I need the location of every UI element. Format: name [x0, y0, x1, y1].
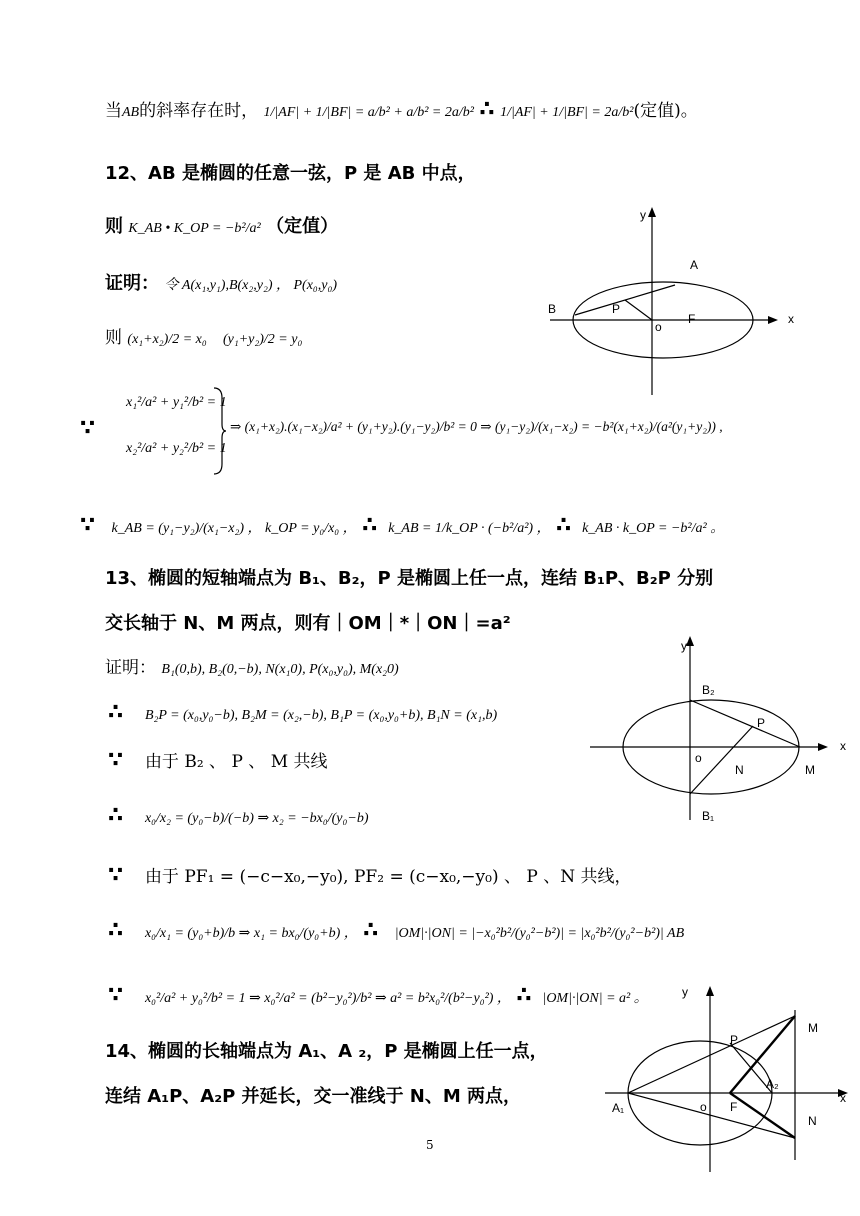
section-13-collinear-1: ∵ 由于 B₂ 、 P 、 M 共线 — [108, 748, 328, 773]
section-13-title-1: 13、椭圆的短轴端点为 B₁、B₂，P 是椭圆上任一点，连结 B₁P、B₂P 分别 — [105, 568, 714, 589]
system-eq-2: x₂²/a² + y₂²/b² = 1 — [126, 441, 227, 456]
fig14-label-x: x — [840, 1091, 846, 1105]
equation: 1/|AF| + 1/|BF| = 2a/b² — [500, 105, 634, 120]
fig14-label-y: y — [682, 985, 688, 999]
section-13-x2: ∴ x₀/x₂ = (y₀−b)/(−b) ⇒ x₂ = −bx₀/(y₀−b) — [108, 803, 369, 828]
fig14-label-m: M — [808, 1021, 818, 1035]
fig14-label-n: N — [808, 1114, 817, 1128]
figure-12-ellipse — [540, 205, 810, 400]
fig12-label-y: y — [640, 208, 646, 222]
section-14-title-1: 14、椭圆的长轴端点为 A₁、A ₂，P 是椭圆上任一点， — [105, 1041, 548, 1062]
fig12-label-f: F — [688, 312, 696, 326]
fig13-label-y: y — [681, 639, 687, 653]
line-slope-exists: 当AB的斜率存在时， 1/|AF| + 1/|BF| = a/b² + a/b² = 2a/b² ∴ 1/|AF| + 1/|BF| = 2a/b²(定值)。 — [105, 97, 698, 122]
fig14-label-p: P — [730, 1033, 739, 1047]
fig12-label-x: x — [788, 312, 794, 326]
fig12-label-o: o — [655, 320, 662, 334]
figure-13-ellipse — [585, 630, 855, 830]
fig13-label-b1: B₁ — [702, 809, 715, 823]
figure-14-ellipse — [600, 980, 855, 1175]
section-12-proof: 证明： 令 A(x₁,y₁),B(x₂,y₂) ， P(x₀,y₀) — [105, 273, 338, 294]
section-13-vectors: ∴ B₂P = (x₀,y₀−b), B₂M = (x₂,−b), B₁P = (x₀,y₀+b), B₁N = (x₁,b) — [108, 700, 498, 725]
fig13-label-m: M — [805, 763, 815, 777]
page-number: 5 — [426, 1138, 434, 1152]
section-13-x1: ∴ x₀/x₁ = (y₀+b)/b ⇒ x₁ = bx₀/(y₀+b) ， ∴ |OM|·|ON| = |−x₀²b²/(y₀²−b²)| = |x₀²b²/(y₀²−b²)| AB — [108, 918, 685, 943]
fig13-label-b2: B₂ — [702, 683, 715, 697]
fig14-label-f: F — [730, 1100, 738, 1114]
section-14-title-2: 连结 A₁P、A₂P 并延长，交一准线于 N、M 两点， — [105, 1086, 522, 1107]
system-eq-1: x₁²/a² + y₁²/b² = 1 — [126, 395, 227, 410]
section-12-midpoint: 则 (x₁+x₂)/2 = x₀ (y₁+y₂)/2 = y₀ — [105, 328, 303, 348]
k-line: ∵ k_AB = (y₁−y₂)/(x₁−x₂) ， k_OP = y₀/x₀ ， ∴ k_AB = 1/k_OP · (−b²/a²) ， ∴ k_AB · k_OP = −b²/a² 。 — [80, 513, 725, 538]
equation: 1/|AF| + 1/|BF| = a/b² + a/b² = 2a/b² — [263, 105, 474, 120]
system-brace — [212, 386, 226, 476]
fig13-label-n: N — [735, 763, 744, 777]
fig12-label-p: P — [612, 302, 621, 316]
fig14-label-a2: A₂ — [766, 1077, 779, 1091]
section-13-proof: 证明： B₁(0,b), B₂(0,−b), N(x₁0), P(x₀,y₀), M(x₂0) — [105, 658, 399, 678]
fig12-label-a: A — [690, 258, 699, 272]
system-result: ⇒ (x₁+x₂).(x₁−x₂)/a² + (y₁+y₂).(y₁−y₂)/b² = 0 ⇒ (y₁−y₂)/(x₁−x₂) = −b²(x₁+x₂)/(a²(y₁+y₂)) , — [230, 419, 723, 434]
fig14-label-a1: A₁ — [612, 1101, 625, 1115]
fig12-label-b: B — [548, 302, 557, 316]
because-symbol: ∵ — [80, 416, 96, 441]
section-12-result: 则 K_AB • K_OP = −b²/a² （定值） — [105, 216, 339, 237]
fig13-label-o: o — [695, 751, 702, 765]
section-13-ellipse: ∵ x₀²/a² + y₀²/b² = 1 ⇒ x₀²/a² = (b²−y₀²)/b² ⇒ a² = b²x₀²/(b²−y₀²) ， ∴ |OM|·|ON| = a² 。 — [108, 983, 648, 1008]
section-13-collinear-2: ∵ 由于 PF₁ = (−c−x₀,−y₀), PF₂ = (c−x₀,−y₀) 、 P 、N 共线， — [108, 863, 632, 888]
fig13-label-x: x — [840, 739, 846, 753]
section-12-title: 12、AB 是椭圆的任意一弦，P 是 AB 中点， — [105, 163, 476, 184]
fig13-label-p: P — [757, 716, 766, 730]
section-13-title-2: 交长轴于 N、M 两点，则有｜OM｜*｜ON｜=a² — [105, 613, 511, 634]
fig14-label-o: o — [700, 1100, 707, 1114]
